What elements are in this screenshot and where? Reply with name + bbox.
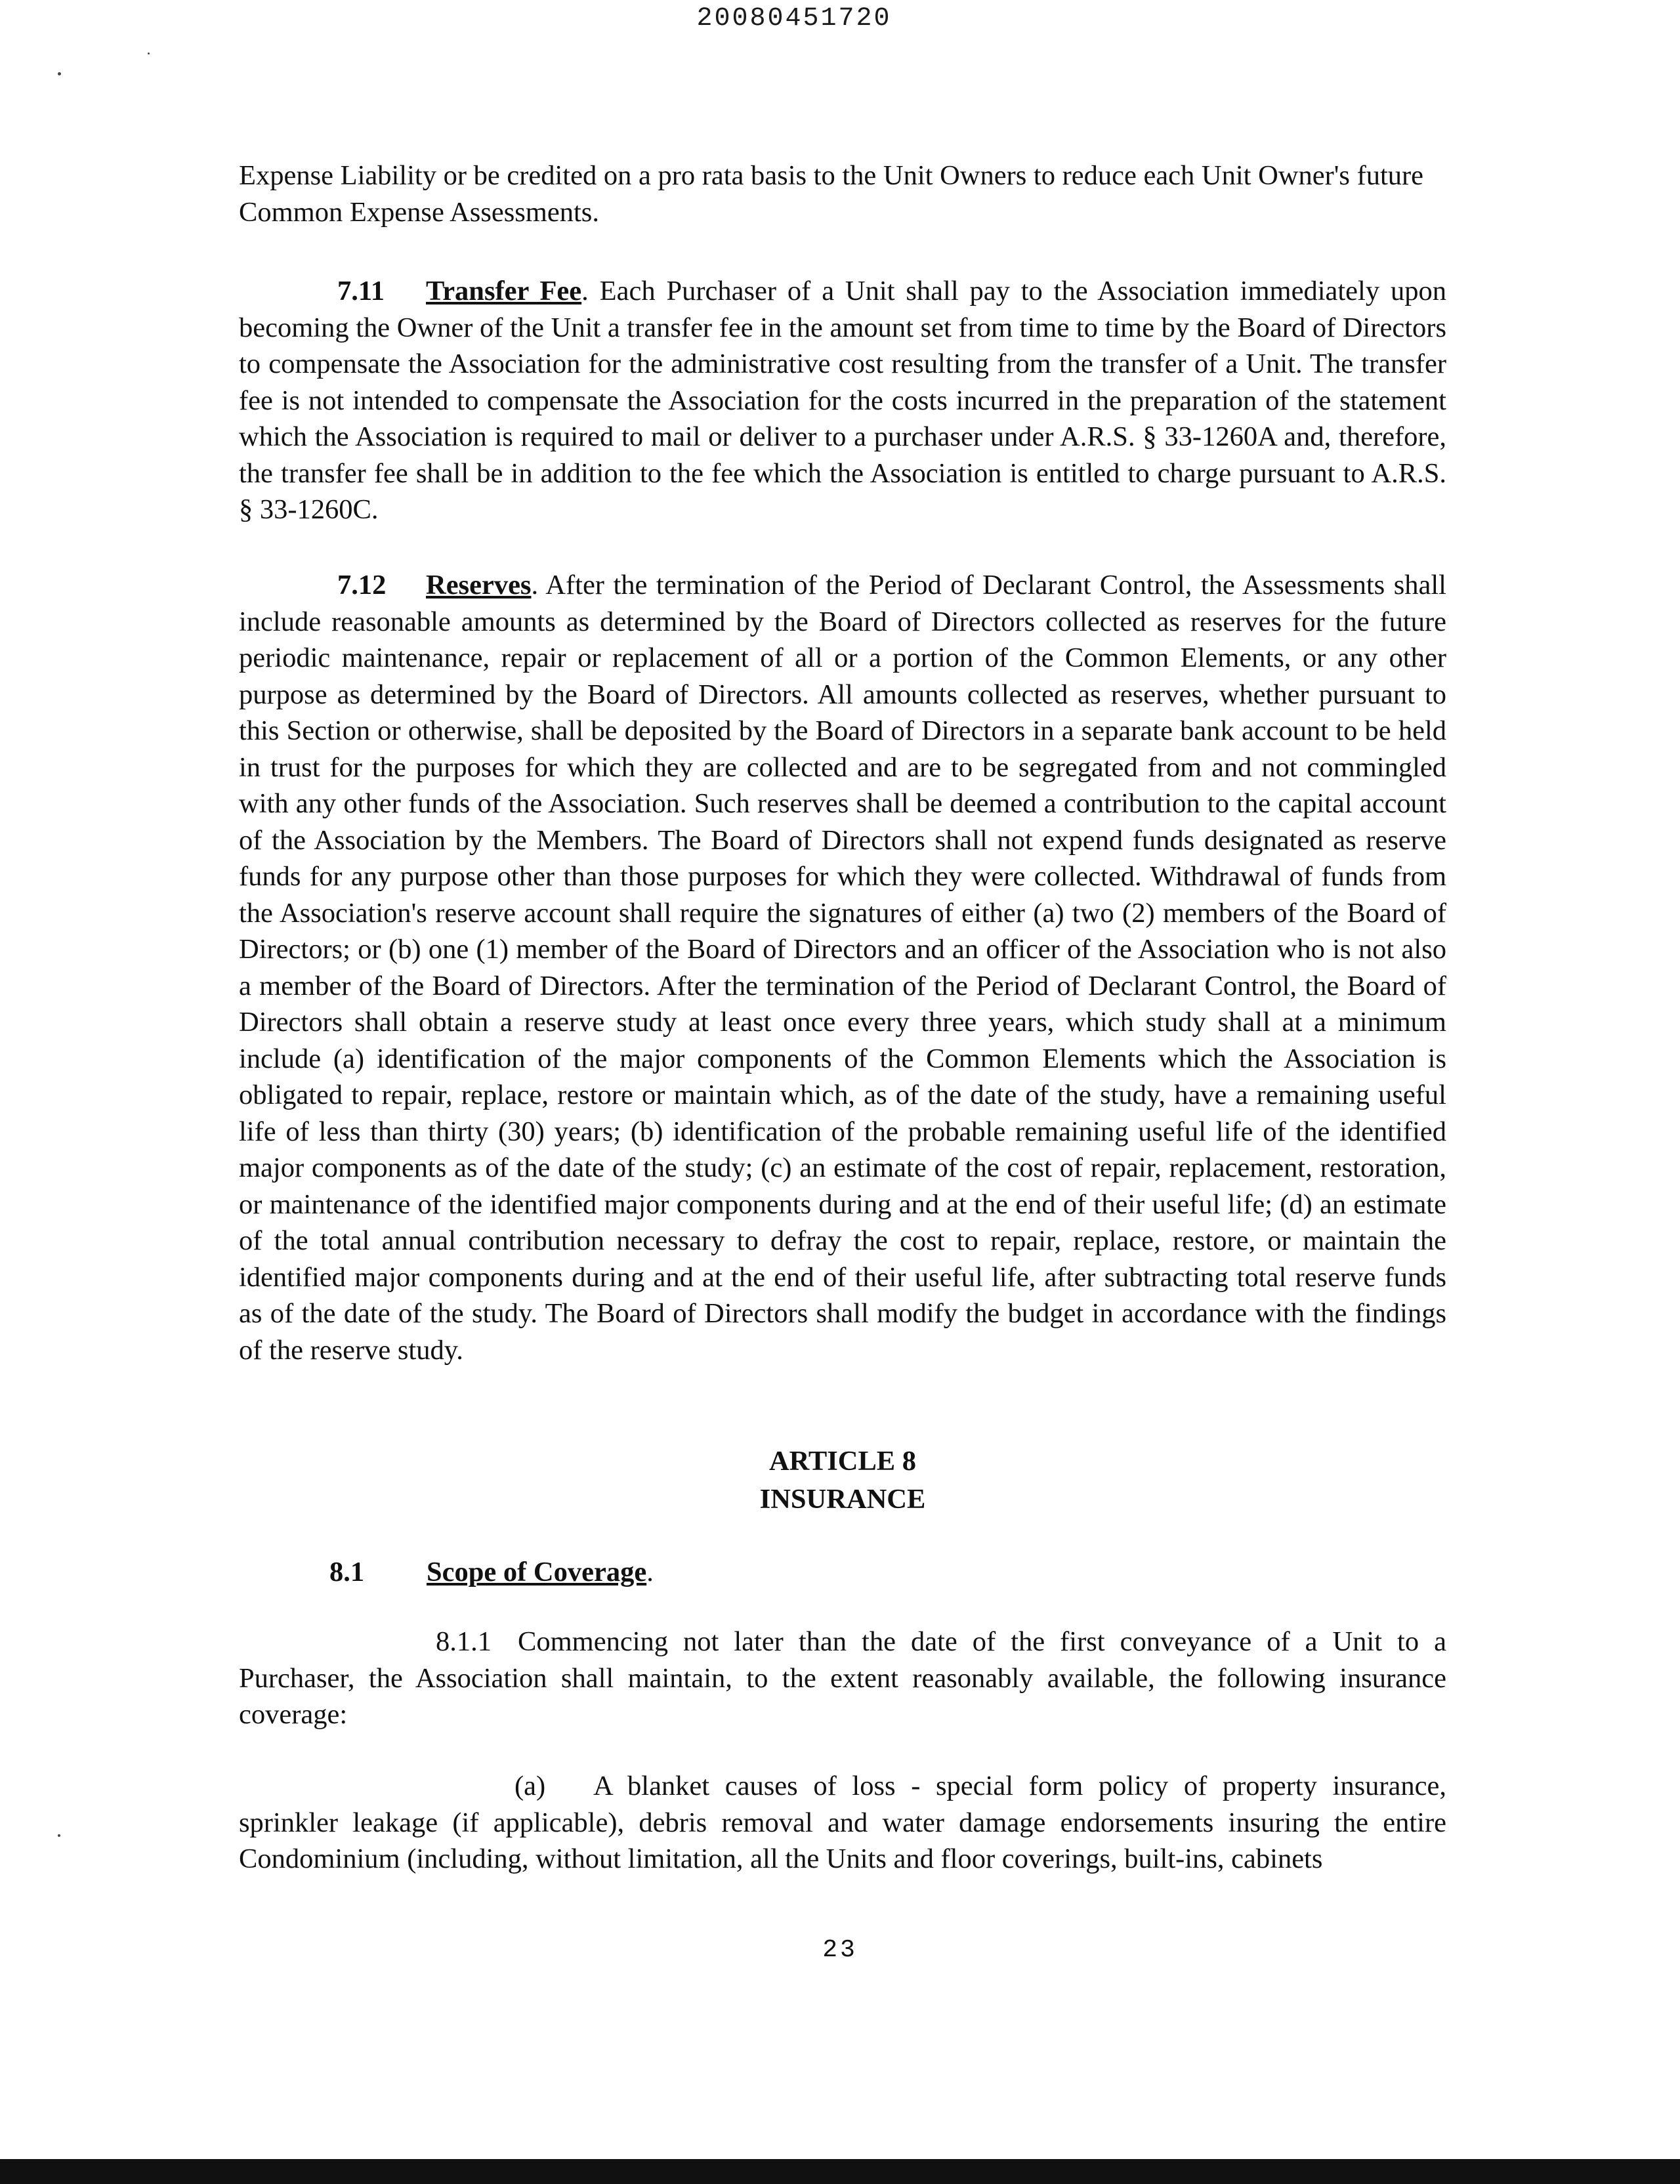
section-7-11-paragraph bbox=[239, 273, 1446, 528]
section-number: 7.11 bbox=[337, 276, 385, 306]
page-number: 23 bbox=[822, 1936, 858, 1964]
section-8-1-1-paragraph bbox=[239, 1624, 1446, 1733]
scan-speck bbox=[58, 1834, 60, 1837]
clause-a-paragraph bbox=[239, 1768, 1446, 1878]
clause-label: (a) bbox=[514, 1771, 546, 1801]
continuation-paragraph: Expense Liability or be credited on a pro rata basis to the Unit Owners to reduce each Unit Owner's future Common Expense Assessments. bbox=[239, 160, 1424, 228]
subsection-number: 8.1.1 bbox=[436, 1626, 492, 1657]
section-title: Scope of Coverage bbox=[427, 1557, 647, 1587]
document-number: 20080451720 bbox=[696, 4, 892, 33]
section-number: 7.12 bbox=[337, 570, 387, 600]
subsection-body: Commencing not later than the date of the first conveyance of a Unit to a Purchaser, the Association shall maintain, to the extent reasonably available, the following insurance coverage: bbox=[239, 1626, 1446, 1730]
section-title: Reserves bbox=[426, 570, 532, 600]
section-number: 8.1 bbox=[329, 1557, 365, 1587]
scan-speck bbox=[148, 52, 150, 54]
section-title: Transfer Fee bbox=[426, 276, 582, 306]
scan-bottom-border bbox=[0, 2159, 1680, 2184]
section-body: . Each Purchaser of a Unit shall pay to the Association immediately upon becoming the Owner of the Unit a transfer fee in the amount set from time to time by the Board of Directors to compensate the Association for the administrative cost resulting from the transfer of a Unit. The transfer fee is not intended to compensate the Association for the costs incurred in the preparation of the statement which the Association is required to mail or deliver to a purchaser under A.R.S. § 33-1260A and, therefore, the transfer fee shall be in addition to the fee which the Association is entitled to charge pursuant to A.R.S. § 33-1260C. bbox=[239, 276, 1446, 525]
clause-body: A blanket causes of loss - special form policy of property insurance, sprinkler leakage (if applicable), debris removal and water damage endorsements insuring the entire Condominium (including, without limitation, all the Units and floor coverings, built-ins, cabinets bbox=[239, 1771, 1446, 1874]
section-8-1-heading bbox=[329, 1554, 654, 1590]
section-title-suffix: . bbox=[646, 1557, 654, 1587]
scan-speck bbox=[58, 72, 61, 75]
article-heading-block bbox=[239, 1442, 1446, 1519]
section-body: . After the termination of the Period of Declarant Control, the Assessments shall include reasonable amounts as determined by the Board of Directors collected as reserves for the future periodic maintenance, repair or replacement of all or a portion of the Common Elements, or any other purpose as determined by the Board of Directors. All amounts collected as reserves, whether pursuant to this Section or otherwise, shall be deposited by the Board of Directors in a separate bank account to be held in trust for the purposes for which they are collected and are to be segregated from and not commingled with any other funds of the Association. Such reserves shall be deemed a contribution to the capital account of the Association by the Members. The Board of Directors shall not expend funds designated as reserve funds for any purpose other than those purposes for which they were collected. Withdrawal of funds from the Association's reserve account shall require the signatures of either (a) two (2) members of the Board of Directors; or (b) one (1) member of the Board of Directors and an officer of the Association who is not also a member of the Board of Directors. After the termination of the Period of Declarant Control, the Board of Directors shall obtain a reserve study at least once every three years, which study shall at a minimum include (a) identification of the major components of the Common Elements which the Association is obligated to repair, replace, restore or maintain which, as of the date of the study, have a remaining useful life of less than thirty (30) years; (b) identification of the probable remaining useful life of the identified major components as of the date of the study; (c) an estimate of the cost of repair, replacement, restoration, or maintenance of the identified major components during and at the end of their useful life; (d) an estimate of the total annual contribution necessary to defray the cost to repair, replace, restore, or maintain the identified major components during and at the end of their useful life, after subtracting total reserve funds as of the date of the study. The Board of Directors shall modify the budget in accordance with the findings of the reserve study. bbox=[239, 570, 1446, 1366]
section-7-12-paragraph bbox=[239, 567, 1446, 1368]
article-heading: ARTICLE 8 bbox=[768, 1446, 917, 1477]
article-title: INSURANCE bbox=[759, 1484, 926, 1515]
